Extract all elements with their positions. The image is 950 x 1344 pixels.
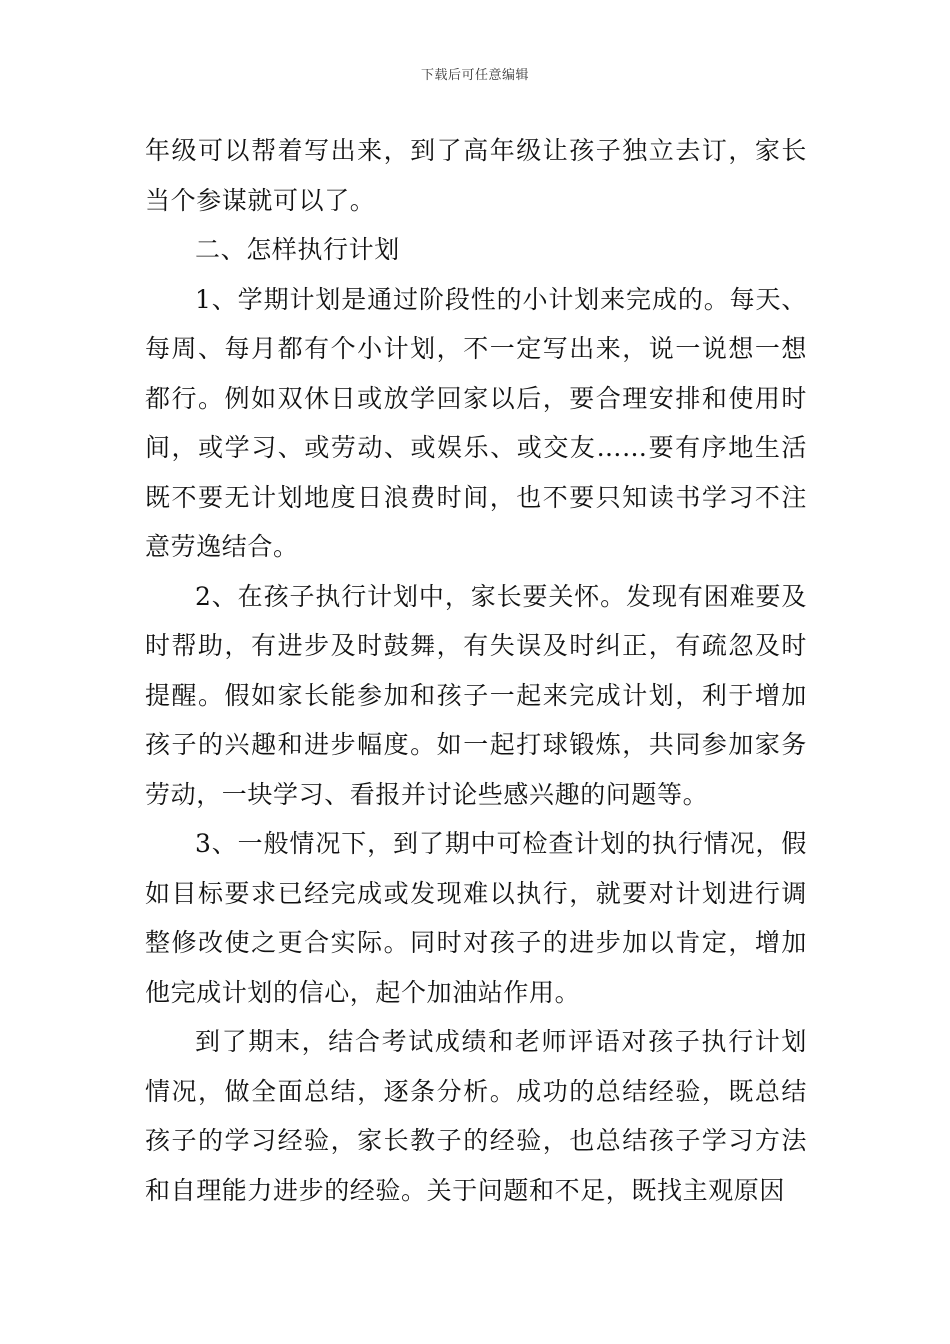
page-header-note: 下载后可任意编辑 xyxy=(420,68,529,83)
paragraph-final: 到了期末，结合考试成绩和老师评语对孩子执行计划情况，做全面总结，逐条分析。成功的总结经验，既总结孩子的学习经验，家长教子的经验，也总结孩子学习方法和自理能力进步的经验。关于问题和不足，既找主观原因 xyxy=(145,1027,807,1205)
paragraph-item-1: 1、学期计划是通过阶段性的小计划来完成的。每天、每周、每月都有个小计划，不一定写出来，说一说想一想都行。例如双休日或放学回家以后，要合理安排和使用时间，或学习、或劳动、或娱乐、或交友……要有序地生活既不要无计划地度日浪费时间，也不要只知读书学习不注意劳逸结合。 xyxy=(145,284,807,561)
section-heading: 二、怎样执行计划 xyxy=(195,235,400,264)
document-body xyxy=(145,126,807,1215)
paragraph-continuation: 年级可以帮着写出来，到了高年级让孩子独立去订，家长当个参谋就可以了。 xyxy=(145,136,807,215)
paragraph-item-2: 2、在孩子执行计划中，家长要关怀。发现有困难要及时帮助，有进步及时鼓舞，有失误及时纠正，有疏忽及时提醒。假如家长能参加和孩子一起来完成计划，利于增加孩子的兴趣和进步幅度。如一起打球锻炼，共同参加家务劳动，一块学习、看报并讨论些感兴趣的问题等。 xyxy=(145,581,807,809)
paragraph-item-3: 3、一般情况下，到了期中可检查计划的执行情况，假如目标要求已经完成或发现难以执行，就要对计划进行调整修改使之更合实际。同时对孩子的进步加以肯定，增加他完成计划的信心，起个加油站作用。 xyxy=(145,829,807,1007)
